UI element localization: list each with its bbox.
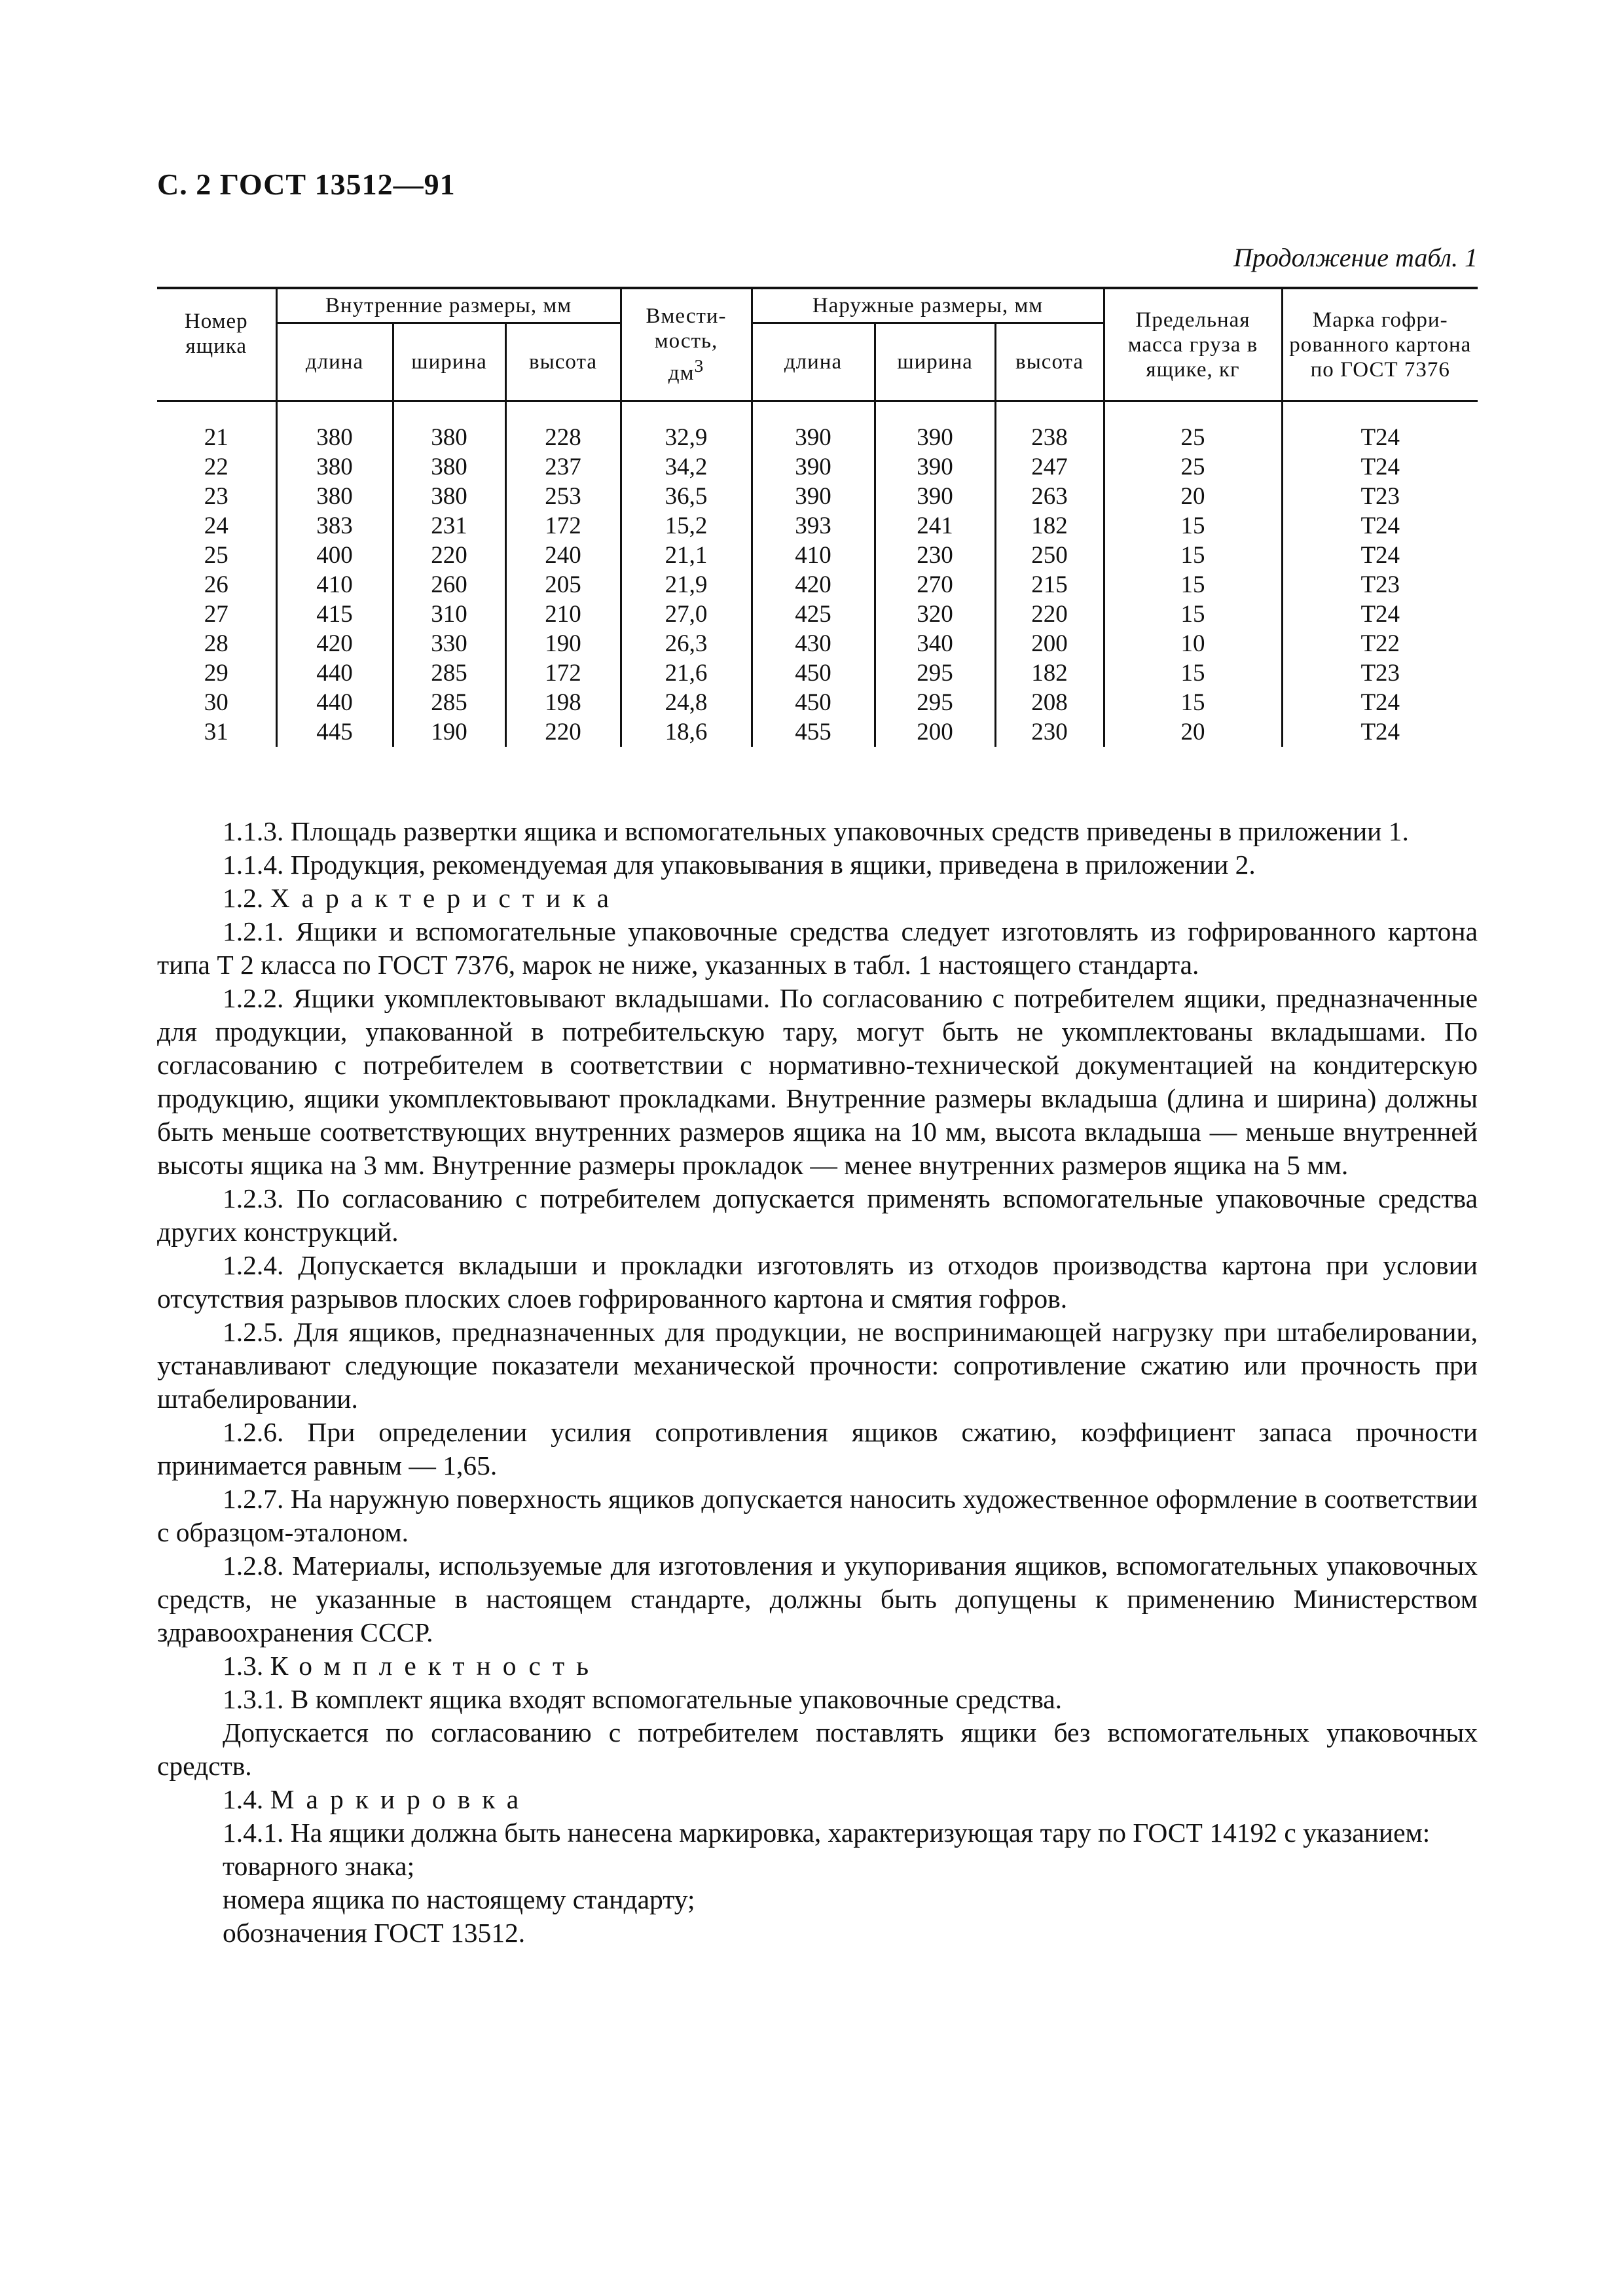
paragraph-1-2-5: 1.2.5. Для ящиков, предназначенных для продукции, не воспринимающей нагрузку при штабелировании, устанавливают следующие показатели механической прочности: сопротивление сжатию или прочность при штабелировании. [157, 1317, 1478, 1414]
body-text [157, 815, 1478, 1950]
paragraph-1-2-6: 1.2.6. При определении усилия сопротивления ящиков сжатию, коэффициент запаса прочности принимается равным — 1,65. [157, 1417, 1478, 1480]
section-title: Характеристика [270, 883, 621, 913]
table-cell: 390 [875, 452, 995, 482]
paragraph-1-1-3: 1.1.3. Площадь развертки ящика и вспомогательных упаковочных средств приведены в приложении 1. [223, 816, 1409, 846]
table-body [157, 401, 1478, 747]
table-cell: 36,5 [621, 482, 752, 511]
table-cell: 31 [157, 717, 276, 747]
table-cell: 455 [752, 717, 875, 747]
table-cell: 380 [276, 452, 393, 482]
table-cell: 205 [505, 570, 621, 600]
table-cell: 238 [995, 401, 1104, 453]
table-cell: 228 [505, 401, 621, 453]
table-cell: 390 [752, 452, 875, 482]
table-cell: 25 [1104, 452, 1282, 482]
section-title: Маркировка [270, 1784, 531, 1814]
table-row [157, 541, 1478, 570]
table-cell: Т23 [1282, 570, 1478, 600]
table-cell: 10 [1104, 629, 1282, 658]
table-cell: 15 [1104, 688, 1282, 717]
table-cell: 198 [505, 688, 621, 717]
table-cell: 440 [276, 688, 393, 717]
table-cell: 220 [995, 600, 1104, 629]
table-cell: 415 [276, 600, 393, 629]
header-outer-height: высота [995, 323, 1104, 401]
paragraph-1-2-7: 1.2.7. На наружную поверхность ящиков допускается наносить художественное оформление в соответствии с образцом-эталоном. [157, 1484, 1478, 1547]
paragraph-1-3-1: 1.3.1. В комплект ящика входят вспомогательные упаковочные средства. [223, 1684, 1063, 1714]
table-cell: 25 [1104, 401, 1282, 453]
table-cell: 18,6 [621, 717, 752, 747]
table-cell: Т24 [1282, 600, 1478, 629]
header-outer-dims: Наружные размеры, мм [752, 288, 1104, 323]
table-cell: 26 [157, 570, 276, 600]
paragraph-1-2-3: 1.2.3. По согласованию с потребителем допускается применять вспомогательные упаковочные средства других конструкций. [157, 1183, 1478, 1247]
table-cell: 295 [875, 658, 995, 688]
header-capacity-line1: Вмести- [646, 304, 727, 328]
table-cell: 15 [1104, 570, 1282, 600]
header-capacity [621, 288, 752, 401]
table-cell: 21,6 [621, 658, 752, 688]
table-cell: 393 [752, 511, 875, 541]
table-row [157, 482, 1478, 511]
table-cell: 390 [752, 401, 875, 453]
table-cell: 237 [505, 452, 621, 482]
table-cell: 29 [157, 658, 276, 688]
table-cell: 190 [393, 717, 505, 747]
table-cell: 295 [875, 688, 995, 717]
table-cell: 182 [995, 511, 1104, 541]
section-number: 1.4. [223, 1784, 264, 1814]
table-cell: Т24 [1282, 511, 1478, 541]
table-cell: 380 [393, 401, 505, 453]
table-cell: 25 [157, 541, 276, 570]
table-cell: 27 [157, 600, 276, 629]
table-cell: 240 [505, 541, 621, 570]
table-row [157, 600, 1478, 629]
section-title: Комплектность [270, 1651, 601, 1681]
table-cell: 27,0 [621, 600, 752, 629]
table-cell: 21 [157, 401, 276, 453]
paragraph-1-2-1: 1.2.1. Ящики и вспомогательные упаковочные средства следует изготовлять из гофрированного картона типа Т 2 класса по ГОСТ 7376, марок не ниже, указанных в табл. 1 настоящего стандарта. [157, 916, 1478, 980]
table-cell: 210 [505, 600, 621, 629]
section-number: 1.2. [223, 883, 264, 913]
table-cell: 230 [995, 717, 1104, 747]
table-cell: 28 [157, 629, 276, 658]
table-cell: 420 [752, 570, 875, 600]
table-cell: Т24 [1282, 688, 1478, 717]
table-cell: 22 [157, 452, 276, 482]
table-cell: 450 [752, 658, 875, 688]
table-cell: 420 [276, 629, 393, 658]
table-cell: 24,8 [621, 688, 752, 717]
header-inner-width: ширина [393, 323, 505, 401]
table-continuation-caption: Продолжение табл. 1 [1233, 243, 1478, 272]
table-cell: 380 [393, 482, 505, 511]
table-cell: 20 [1104, 717, 1282, 747]
table-cell: 440 [276, 658, 393, 688]
section-number: 1.3. [223, 1651, 264, 1681]
table-cell: 215 [995, 570, 1104, 600]
table-cell: 15 [1104, 541, 1282, 570]
table-cell: 172 [505, 511, 621, 541]
table-cell: 23 [157, 482, 276, 511]
table-cell: 32,9 [621, 401, 752, 453]
table-cell: 263 [995, 482, 1104, 511]
table-row [157, 629, 1478, 658]
table-cell: 330 [393, 629, 505, 658]
table-cell: 383 [276, 511, 393, 541]
table-cell: Т23 [1282, 482, 1478, 511]
header-inner-dims: Внутренние размеры, мм [276, 288, 621, 323]
table-cell: 390 [752, 482, 875, 511]
table-cell: 270 [875, 570, 995, 600]
table-cell: 182 [995, 658, 1104, 688]
table-cell: Т22 [1282, 629, 1478, 658]
header-box-number: Номер ящика [157, 288, 276, 401]
table-cell: Т24 [1282, 401, 1478, 453]
page-header: С. 2 ГОСТ 13512—91 [157, 168, 456, 201]
table-cell: 34,2 [621, 452, 752, 482]
table-cell: 208 [995, 688, 1104, 717]
table-cell: 310 [393, 600, 505, 629]
table-cell: 15 [1104, 600, 1282, 629]
table-cell: 26,3 [621, 629, 752, 658]
table-cell: 247 [995, 452, 1104, 482]
section-heading-1-2 [157, 882, 1478, 915]
table-cell: 200 [875, 717, 995, 747]
table-cell: 430 [752, 629, 875, 658]
table-cell: 200 [995, 629, 1104, 658]
table-cell: 340 [875, 629, 995, 658]
table-row [157, 658, 1478, 688]
header-inner-height: высота [505, 323, 621, 401]
table-cell: 172 [505, 658, 621, 688]
table-cell: 253 [505, 482, 621, 511]
table-cell: 320 [875, 600, 995, 629]
table-cell: 400 [276, 541, 393, 570]
table-cell: 260 [393, 570, 505, 600]
table-cell: 410 [752, 541, 875, 570]
header-capacity-unit: дм [668, 361, 695, 385]
table-cell: 30 [157, 688, 276, 717]
paragraph-1-1-4: 1.1.4. Продукция, рекомендуемая для упаковывания в ящики, приведена в приложении 2. [223, 850, 1256, 880]
table-cell: 380 [276, 482, 393, 511]
table-cell: 250 [995, 541, 1104, 570]
table-cell: Т24 [1282, 717, 1478, 747]
table-cell: 15 [1104, 511, 1282, 541]
table-cell: 15,2 [621, 511, 752, 541]
list-item: товарного знака; [223, 1851, 415, 1881]
table-cell: 190 [505, 629, 621, 658]
table-cell: 220 [393, 541, 505, 570]
table-cell: 241 [875, 511, 995, 541]
paragraph-1-2-4: 1.2.4. Допускается вкладыши и прокладки изготовлять из отходов производства картона при условии отсутствия разрывов плоских слоев гофрированного картона и смятия гофров. [157, 1250, 1478, 1314]
paragraph-1-2-2: 1.2.2. Ящики укомплектовывают вкладышами. По согласованию с потребителем ящики, предназначенные для продукции, упакованной в потребительскую тару, могут быть не укомплектованы вкладышами. По согласованию с потребителем в соответствии с нормативно-технической документацией на кондитерскую продукцию, ящики укомплектовывают прокладками. Внутренние размеры вкладыша (длина и ширина) должны быть меньше соответствующих внутренних размеров ящика на 10 мм, высота вкладыша — меньше внутренней высоты ящика на 3 мм. Внутренние размеры прокладок — менее внутренних размеров ящика на 5 мм. [157, 983, 1478, 1180]
table-cell: 285 [393, 658, 505, 688]
table-cell: 285 [393, 688, 505, 717]
header-outer-length: длина [752, 323, 875, 401]
paragraph-1-2-8: 1.2.8. Материалы, используемые для изготовления и укупоривания ящиков, вспомогательных упаковочных средств, не указанные в настоящем стандарте, должны быть допущены к применению Министерством здравоохранения СССР. [157, 1551, 1478, 1647]
table-row [157, 717, 1478, 747]
header-capacity-line2: мость, [654, 329, 718, 353]
list-item: номера ящика по настоящему стандарту; [223, 1884, 695, 1914]
paragraph-1-3-1-note: Допускается по согласованию с потребителем поставлять ящики без вспомогательных упаковочных средств. [157, 1717, 1478, 1781]
section-heading-1-4 [157, 1783, 1478, 1816]
table-row [157, 688, 1478, 717]
table-cell: 231 [393, 511, 505, 541]
table-cell: 390 [875, 482, 995, 511]
table-cell: 21,9 [621, 570, 752, 600]
table-cell: Т24 [1282, 541, 1478, 570]
table-row [157, 401, 1478, 453]
table-cell: 15 [1104, 658, 1282, 688]
table-row [157, 511, 1478, 541]
table-cell: 450 [752, 688, 875, 717]
section-heading-1-3 [157, 1649, 1478, 1683]
table-cell: 390 [875, 401, 995, 453]
box-dimensions-table [157, 287, 1478, 747]
table-row [157, 570, 1478, 600]
table-cell: 380 [276, 401, 393, 453]
table-cell: Т24 [1282, 452, 1478, 482]
header-outer-width: ширина [875, 323, 995, 401]
table-cell: 21,1 [621, 541, 752, 570]
paragraph-1-4-1: 1.4.1. На ящики должна быть нанесена маркировка, характеризующая тару по ГОСТ 14192 с указанием: [223, 1818, 1431, 1848]
table-cell: 20 [1104, 482, 1282, 511]
header-capacity-sup: 3 [694, 355, 704, 376]
table-row [157, 452, 1478, 482]
table-cell: 24 [157, 511, 276, 541]
table-cell: 410 [276, 570, 393, 600]
table-cell: 220 [505, 717, 621, 747]
header-max-mass: Предельная масса груза в ящике, кг [1104, 288, 1282, 401]
table-cell: 380 [393, 452, 505, 482]
table-cell: 230 [875, 541, 995, 570]
list-item: обозначения ГОСТ 13512. [223, 1918, 526, 1948]
header-inner-length: длина [276, 323, 393, 401]
table-cell: Т23 [1282, 658, 1478, 688]
table-cell: 445 [276, 717, 393, 747]
table-cell: 425 [752, 600, 875, 629]
header-cardboard-grade: Марка гофри-рованного картона по ГОСТ 7376 [1282, 288, 1478, 401]
